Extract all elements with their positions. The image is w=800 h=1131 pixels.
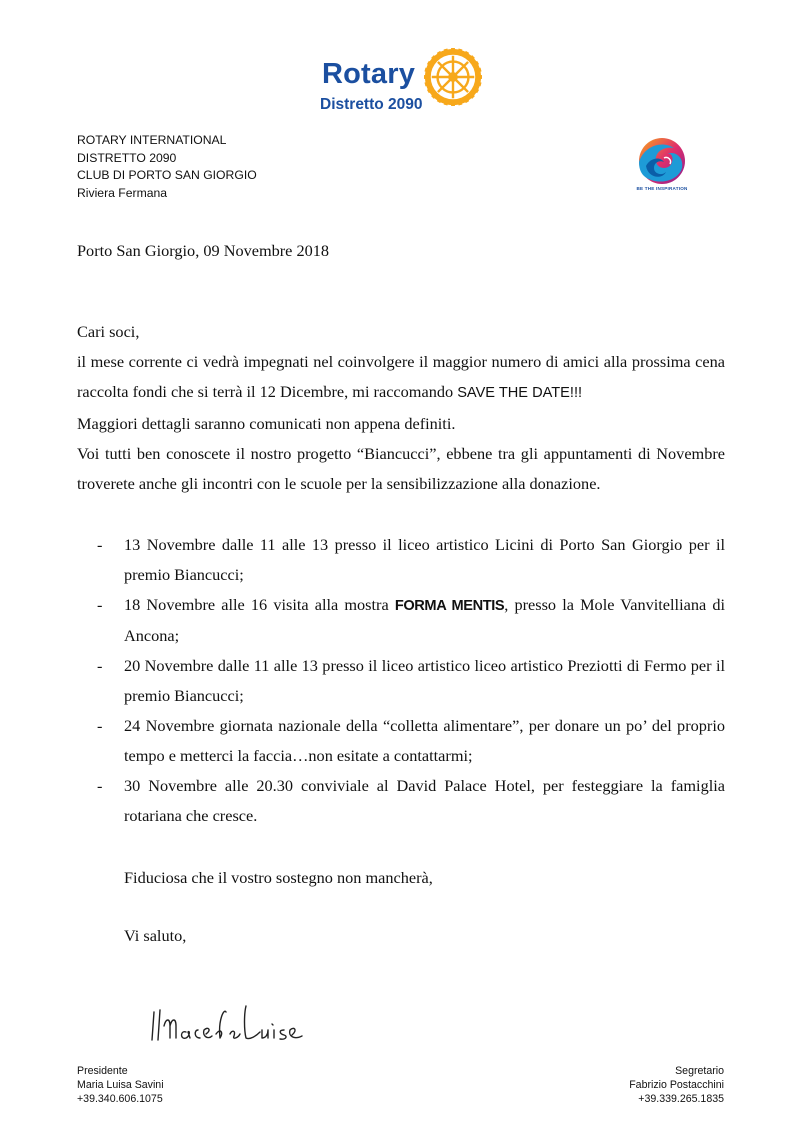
- closing-line: Fiduciosa che il vostro sostegno non mancherà,: [124, 868, 433, 887]
- list-item: [93, 651, 725, 711]
- president-name: Maria Luisa Savini: [77, 1079, 164, 1092]
- list-item: [93, 530, 725, 590]
- paragraph-dinner: [77, 347, 725, 408]
- club-line: CLUB DI PORTO SAN GIORGIO: [77, 168, 257, 183]
- event-text: 24 Novembre giornata nazionale della “colletta alimentare”, per donare un po’ del proprio tempo e metterci la faccia…non esitate a contattarmi;: [124, 716, 725, 765]
- president-phone: +39.340.606.1075: [77, 1093, 163, 1106]
- secretary-phone: +39.339.265.1835: [638, 1093, 724, 1106]
- be-the-inspiration-logo: [634, 136, 690, 198]
- event-text: 13 Novembre dalle 11 alle 13 presso il liceo artistico Licini di Porto San Giorgio per il premio Biancucci;: [124, 535, 725, 584]
- be-the-inspiration-icon: [634, 136, 690, 186]
- list-dash: -: [97, 595, 103, 614]
- secretary-block: [629, 1064, 724, 1107]
- president-block: [77, 1064, 164, 1107]
- club-line: Riviera Fermana: [77, 185, 168, 200]
- emblem-tagline: BE THE INSPIRATION: [636, 186, 688, 191]
- letter-date: Porto San Giorgio, 09 Novembre 2018: [77, 241, 330, 260]
- club-line: ROTARY INTERNATIONAL: [77, 133, 227, 147]
- wheel-tooth: [424, 75, 429, 79]
- event-text: 30 Novembre alle 20.30 conviviale al David Palace Hotel, per festeggiare la famiglia rotariana che cresce.: [124, 776, 725, 825]
- logo-wordmark: Rotary: [322, 58, 416, 90]
- list-dash: -: [97, 776, 103, 795]
- list-dash: -: [97, 656, 103, 675]
- logo-district: Distretto 2090: [320, 96, 423, 113]
- event-text: 20 Novembre dalle 11 alle 13 presso il liceo artistico liceo artistico Preziotti di Fermo per il premio Biancucci;: [124, 656, 725, 705]
- wheel-tooth: [451, 48, 455, 53]
- salute-line: Vi saluto,: [124, 926, 187, 945]
- secretary-name: Fabrizio Postacchini: [629, 1079, 724, 1092]
- rotary-logo: [318, 44, 488, 116]
- save-the-date: SAVE THE DATE!!!: [457, 385, 583, 402]
- paragraph-dinner-text: il mese corrente ci vedrà impegnati nel coinvolgere il maggior numero di amici alla prossima cena raccolta fondi che si terrà il 12 Dicembre, mi raccomando: [77, 352, 725, 402]
- club-address-block: [77, 132, 257, 202]
- secretary-role: Segretario: [675, 1065, 724, 1077]
- handwritten-signature: [146, 990, 316, 1046]
- paragraph-details: Maggiori dettagli saranno comunicati non appena definiti.: [77, 413, 456, 433]
- exhibition-name: FORMA MENTIS: [394, 598, 505, 614]
- event-text: 18 Novembre alle 16 visita alla mostra: [124, 595, 395, 614]
- club-line: DISTRETTO 2090: [77, 150, 177, 165]
- events-list: [93, 530, 725, 831]
- list-item: [93, 590, 725, 651]
- event-text: , presso la Mole Vanvitelliana di Ancona;: [124, 595, 725, 645]
- wheel-tooth: [477, 75, 482, 79]
- list-item: [93, 771, 725, 831]
- greeting: Cari soci,: [77, 322, 140, 341]
- rotary-wheel-icon: [424, 48, 482, 106]
- president-role: Presidente: [77, 1065, 128, 1077]
- paragraph-project: Voi tutti ben conoscete il nostro progetto “Biancucci”, ebbene tra gli appuntamenti di Novembre troverete anche gli incontri con le scuole per la sensibilizzazione alla donazione.: [77, 443, 725, 494]
- wheel-tooth: [451, 101, 455, 106]
- list-dash: -: [97, 535, 103, 554]
- list-item: [93, 711, 725, 771]
- letter-body: [77, 317, 725, 499]
- list-dash: -: [97, 716, 103, 735]
